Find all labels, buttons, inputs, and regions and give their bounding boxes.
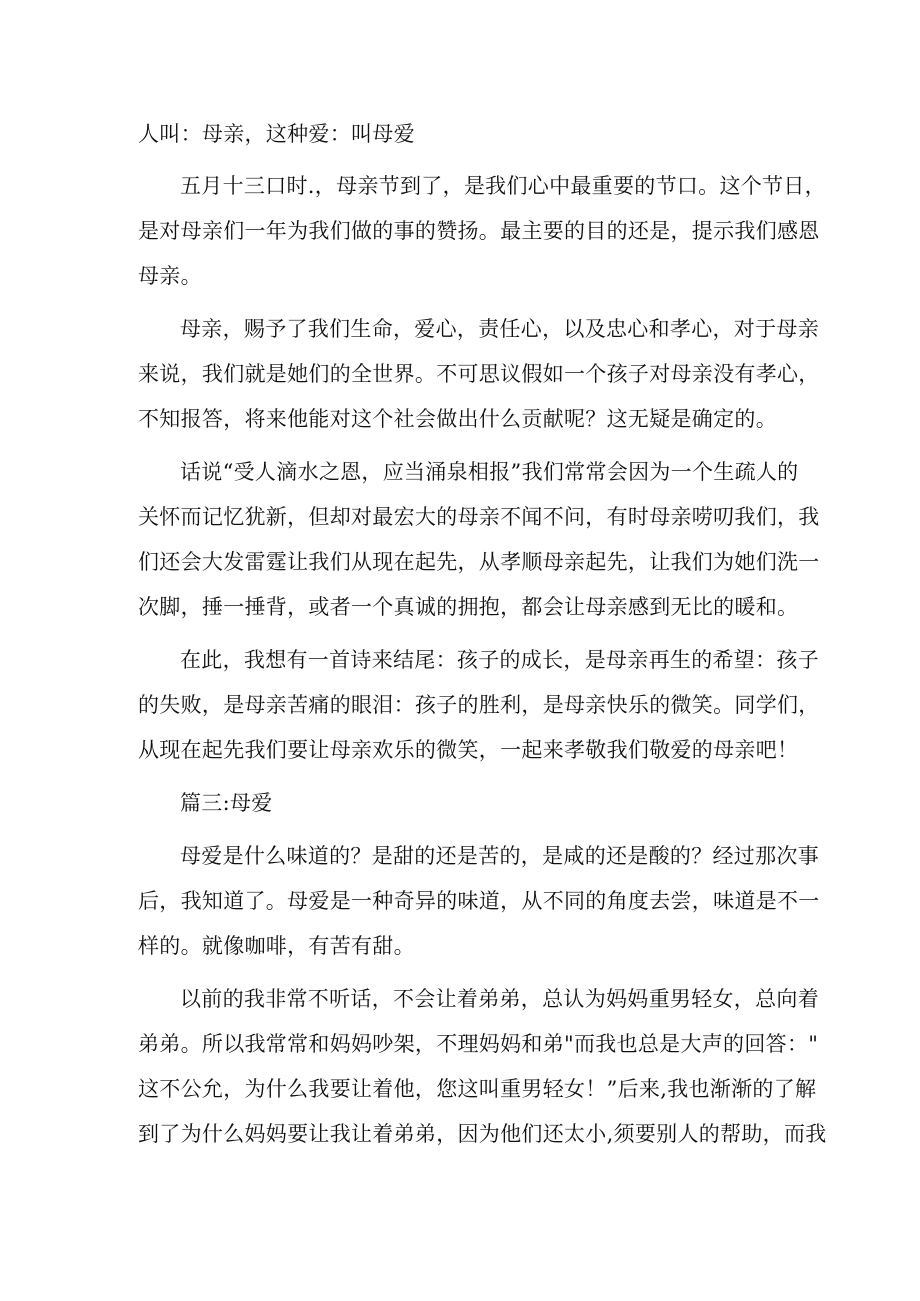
text-line: 五月十三口时.，母亲节到了，是我们心中最重要的节口。这个节日， — [180, 174, 826, 198]
text-line: 话说“受人滴水之恩，应当涌泉相报”我们常常会因为一个生疏人的 — [180, 460, 799, 484]
text-line: 后，我知道了。母爱是一种奇异的味道，从不同的角度去尝，味道是不一 — [138, 889, 820, 913]
text-line: 样的。就像咖啡，有苦有甜。 — [138, 934, 415, 958]
text-line: 是对母亲们一年为我们做的事的赞扬。最主要的目的还是，提示我们感恩 — [138, 219, 820, 243]
text-line: 不知报答，将来他能对这个社会做出什么贡献呢？这无疑是确定的。 — [138, 407, 777, 431]
text-line: 这不公允，为什么我要让着他，您这叫重男轻女！”后来,我也渐渐的了解 — [138, 1077, 817, 1101]
text-line: 到了为什么妈妈要让我让着弟弟，因为他们还太小,须要别人的帮助，而我 — [138, 1122, 827, 1146]
text-line: 母亲，赐予了我们生命，爱心，责任心，以及忠心和孝心，对于母亲 — [180, 317, 819, 341]
text-line: 的失败，是母亲苦痛的眼泪：孩子的胜利，是母亲快乐的微笑。同学们， — [138, 693, 820, 717]
text-line: 母亲。 — [138, 264, 202, 288]
text-line: 以前的我非常不听话，不会让着弟弟，总认为妈妈重男轻女，总向着 — [180, 987, 819, 1011]
text-line: 在此，我想有一首诗来结尾：孩子的成长，是母亲再生的希望：孩子 — [180, 648, 819, 672]
text-line: 们还会大发雷霆让我们从现在起先，从孝顺母亲起先，让我们为她们洗一 — [138, 550, 820, 574]
text-line: 关怀而记忆犹新，但却对最宏大的母亲不闻不问，有时母亲唠叨我们，我 — [138, 505, 820, 529]
text-line: 人叫：母亲，这种爱：叫母爱 — [138, 122, 415, 146]
text-line: 从现在起先我们要让母亲欢乐的微笑，一起来孝敬我们敬爱的母亲吧！ — [138, 738, 799, 762]
text-line: 次脚，捶一捶背，或者一个真诚的拥抱，都会让母亲感到无比的暖和。 — [138, 595, 799, 619]
text-line: 弟弟。所以我常常和妈妈吵架，不理妈妈和弟"而我也总是大声的回答：" — [138, 1032, 819, 1056]
text-line: 来说，我们就是她们的全世界。不可思议假如一个孩子对母亲没有孝心， — [138, 362, 820, 386]
text-line: 母爱是什么味道的？是甜的还是苦的，是咸的还是酸的？经过那次事 — [180, 844, 819, 868]
section-heading: 篇三:母爱 — [180, 791, 273, 815]
